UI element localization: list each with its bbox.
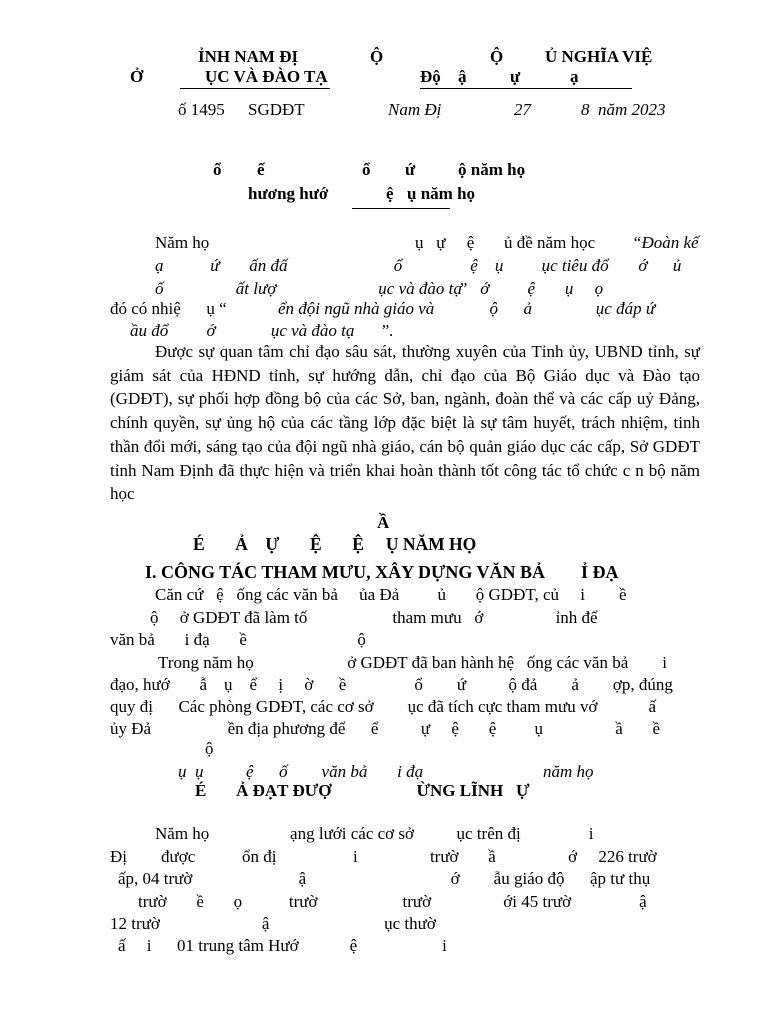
section-1-line-2: ộ ở GDĐT đã làm tố tham mưu ớ ỉnh để	[150, 608, 598, 627]
section-1-line-9b: năm họ	[543, 762, 594, 781]
motto-part-2: ậ	[458, 67, 467, 86]
intro-line-2: ạ ứ ấn đấ ổ ệ ụ ục tiêu đổ ớ ủ	[155, 256, 682, 275]
date-day: 27	[514, 100, 531, 119]
nation-title-part-2: Ộ	[490, 47, 504, 66]
dept-underline	[180, 88, 330, 89]
date-place: Nam Đị	[388, 100, 442, 119]
dept-province-label: ỈNH NAM ĐỊ	[198, 47, 299, 66]
intro-line-1c: “Đoàn kế	[632, 233, 699, 252]
title-l1-b: ế	[257, 160, 265, 179]
section-1-line-3: văn bả i đạ ề ộ	[110, 630, 366, 649]
section-1-line-9a: ụ ụ ệ ố văn bả i đạ	[178, 762, 424, 781]
title-l1-d: ứ	[405, 160, 416, 179]
intro-line-1b: ụ ự ệ ủ đề năm học	[415, 233, 596, 252]
motto-underline	[420, 88, 632, 89]
title-underline	[352, 208, 450, 209]
section-2-title: É Ả ĐẠT ĐƯỢ ỪNG LĨNH Ự	[195, 781, 530, 800]
part-heading: Ầ	[377, 513, 390, 532]
intro-line-4a: đó có nhiệ ụ “	[110, 299, 227, 318]
section-1-line-1: Căn cứ ệ ống các văn bả ủa Đả ủ ộ GDĐT, củ i ề	[155, 585, 627, 604]
section-1-line-6: quy đị Các phòng GDĐT, các cơ sở ục đã tích cực tham mưu vớ ấ	[110, 697, 656, 716]
intro-line-4b: ển đội ngũ nhà giáo và ộ ả ục đáp ứ	[278, 299, 656, 318]
section-1-line-4: Trong năm họ ở GDĐT đã ban hành hệ ống các văn bả i	[158, 653, 667, 672]
title-l1-e: ộ năm họ	[458, 160, 526, 179]
intro-line-3a: ố ất lượ ục và đào tạ	[155, 279, 462, 298]
dept-office-prefix: Ở	[130, 67, 144, 86]
title-l2-a: hương hướ	[248, 184, 329, 203]
section-2-line-1: Năm họ ạng lưới các cơ sở ục trên đị i	[155, 824, 594, 843]
nation-title-part-1: Ộ	[370, 47, 384, 66]
title-l1-a: ổ	[213, 160, 222, 179]
doc-code: SGDĐT	[248, 100, 305, 119]
section-2-line-4: trườ ề ọ trườ trườ ới 45 trườ ậ	[138, 892, 647, 911]
section-2-line-2: Đị được ổn đị i trườ ầ ớ 226 trườ	[110, 847, 657, 866]
motto-part-1: Độ	[420, 67, 441, 86]
title-l2-c: ụ năm họ	[407, 184, 476, 203]
doc-number: ố 1495	[178, 100, 225, 119]
section-2-line-6: ấ i 01 trung tâm Hướ ệ i	[118, 936, 447, 955]
motto-part-3: ự	[510, 67, 521, 86]
section-1-line-8: ộ	[205, 739, 214, 758]
intro-line-1a: Năm họ	[155, 233, 210, 252]
section-1-line-5: đạo, hướ ẫ ụ ể ị ờ ề ổ ứ ộ đả ả ợp, đúng	[110, 675, 673, 694]
section-2-line-3: ấp, 04 trườ ậ ớ ẫu giáo độ ập tư thụ	[118, 869, 651, 888]
section-2-line-5: 12 trườ ậ ục thườ	[110, 914, 436, 933]
title-l1-c: ổ	[362, 160, 371, 179]
overview-paragraph: Được sự quan tâm chỉ đạo sâu sát, thường xuyên của Tỉnh ủy, UBND tỉnh, sự giám sát của HĐND tỉnh, sự hướng dẫn, chỉ đạo của Bộ Giáo dục và Đào tạo (GDĐT), sự phối hợp đồng bộ của các Sở, ban, ngành, đoàn thể và các cấp uỷ Đảng, chính quyền, sự ủng hộ của các tầng lớp đặc biệt là sự tâm huyết, trách nhiệm, tinh thần đổi mới, sáng tạo của đội ngũ nhà giáo, cán bộ quản giáo dục các cấp, Sở GDĐT tỉnh Nam Định đã thực hiện và triển khai hoàn thành tốt công tác tổ chức c n bộ năm học	[110, 342, 700, 504]
motto-part-4: ạ	[570, 67, 579, 86]
intro-line-5: ầu đổ ớ ục và đào tạ ”.	[130, 321, 394, 340]
nation-title-part-3: Ủ NGHĨA VIỆ	[545, 47, 653, 66]
section-1-line-7: ủy Đả ền địa phương để ể ự ệ ệ ụ ầ ề	[110, 719, 661, 738]
part-title: É Ả Ự Ệ Ệ Ụ NĂM HỌ	[193, 534, 477, 554]
intro-line-3b: ” ớ ệ ụ ọ	[458, 279, 604, 298]
section-1-title: I. CÔNG TÁC THAM MƯU, XÂY DỰNG VĂN BẢ Ỉ ĐẠ	[145, 562, 619, 582]
title-l2-b: ệ	[386, 184, 394, 203]
date-year: năm 2023	[598, 100, 666, 119]
dept-name-label: ỤC VÀ ĐÀO TẠ	[205, 67, 328, 86]
date-month: 8	[581, 100, 590, 119]
